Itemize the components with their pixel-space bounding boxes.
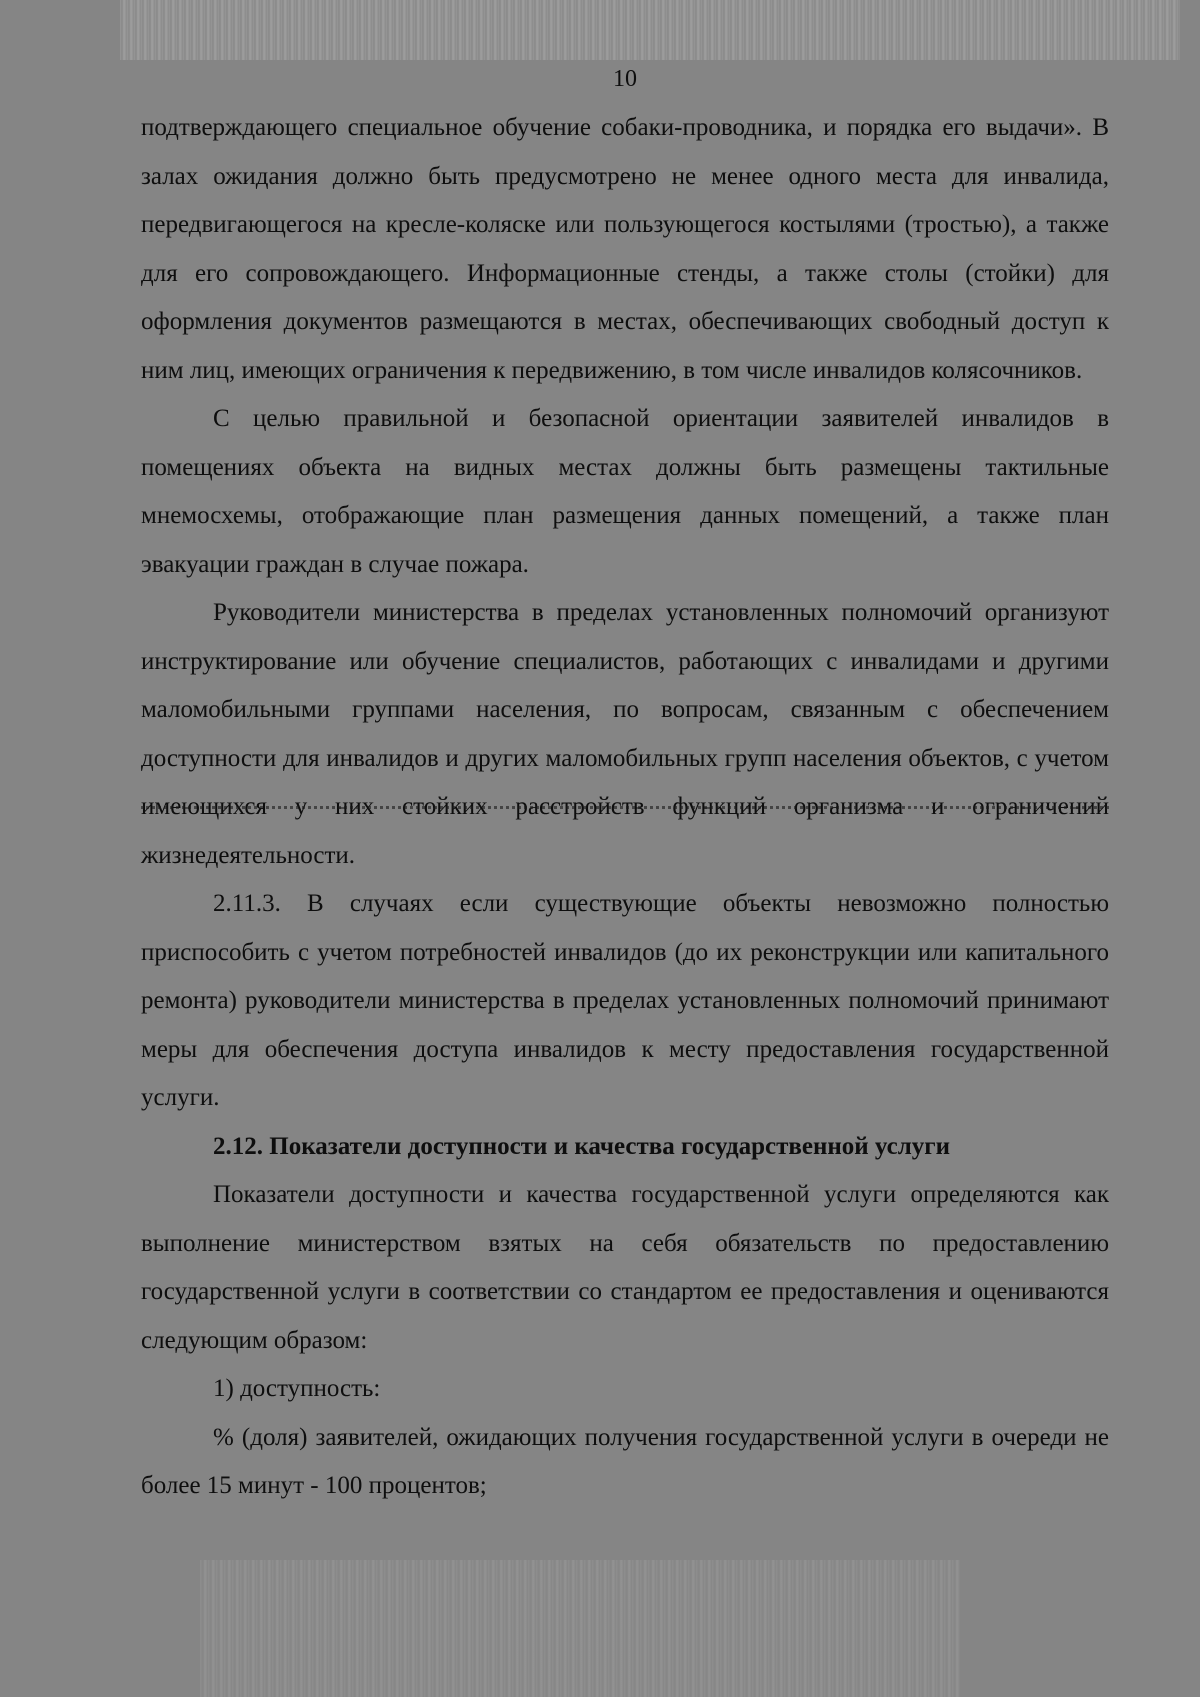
paragraph-queue-share: % (доля) заявителей, ожидающих получения государственной услуги в очереди не более 15 минут - 100 процентов; — [141, 1423, 1109, 1499]
paragraph-staff-training: Руководители министерства в пределах установленных полномочий организуют инструктирование или обучение специалистов, работающих с инвалидами и другими маломобильными группами населения, по вопросам, связанным с обеспечением доступности для инвалидов и других маломобильных групп населения объектов, с учетом имеющихся у них стойких расстройств функций организма и ограничений жизнедеятельности. — [141, 599, 1109, 869]
scan-noise-top — [120, 0, 1180, 60]
paragraph-continuation: подтверждающего специальное обучение собаки-проводника, и порядка его выдачи». В залах ожидания должно быть предусмотрено не менее одного места для инвалида, передвигающегося на кресле-коляске или пользующегося костылями (тростью), а также для его сопровождающего. Информационные стенды, а также столы (стойки) для оформления документов размещаются в местах, обеспечивающих свободный доступ к ним лиц, имеющих ограничения к передвижению, в том числе инвалидов колясочников. — [141, 114, 1109, 384]
paragraph-indicators: Показатели доступности и качества государственной услуги определяются как выполнение министерством взятых на себя обязательств по предоставлению государственной услуги в соответствии со стандартом ее предоставления и оцениваются следующим образом: — [141, 1181, 1109, 1354]
page-number: 10 — [613, 66, 637, 92]
section-heading-2-12: 2.12. Показатели доступности и качества государственной услуги — [213, 1132, 951, 1160]
list-item-accessibility: 1) доступность: — [213, 1375, 381, 1402]
paragraph-2-11-3: 2.11.3. В случаях если существующие объекты невозможно полностью приспособить с учетом потребностей инвалидов (до их реконструкции или капитального ремонта) руководители министерства в пределах установленных полномочий принимают меры для обеспечения доступа инвалидов к месту предоставления государственной услуги. — [141, 890, 1109, 1111]
scan-overlap-artifact — [141, 806, 1109, 815]
scan-noise-bottom — [200, 1560, 960, 1697]
paragraph-tactile-schemes: С целью правильной и безопасной ориентации заявителей инвалидов в помещениях объекта на видных местах должны быть размещены тактильные мнемосхемы, отображающие план размещения данных помещений, а также план эвакуации граждан в случае пожара. — [141, 405, 1109, 578]
